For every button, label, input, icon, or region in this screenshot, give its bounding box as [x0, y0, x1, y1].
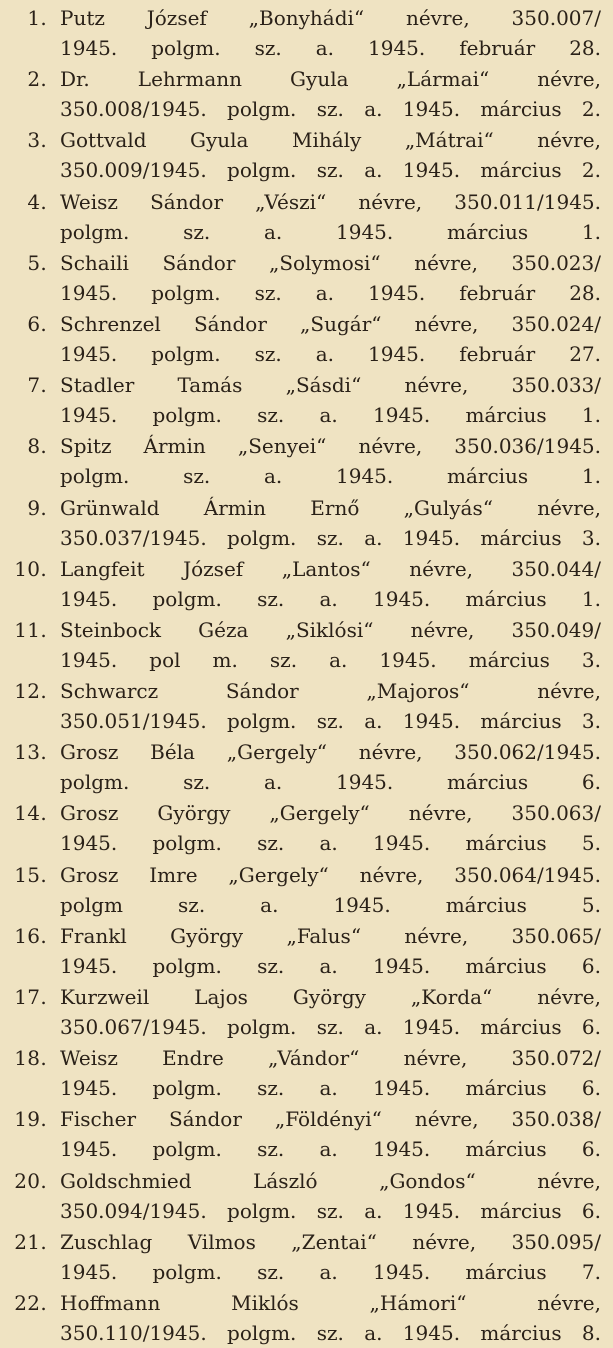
- name-change-list: [0, 2, 613, 1348]
- entry-line-1: Schwarcz Sándor „Majoros“ névre,: [60, 679, 601, 704]
- entry-number: 16.: [14, 923, 47, 948]
- entry-number: 19.: [14, 1107, 47, 1132]
- entry-line-1: Grosz Béla „Gergely“ névre, 350.062/1945.: [60, 740, 601, 765]
- list-item: [0, 247, 613, 308]
- entry-line-2: polgm. sz. a. 1945. március 1.: [60, 219, 601, 244]
- entry-line-2: polgm. sz. a. 1945. március 6.: [60, 770, 601, 795]
- entry-number: 10.: [14, 556, 47, 581]
- entry-line-1: Weisz Endre „Vándor“ névre, 350.072/: [60, 1046, 601, 1071]
- list-item: [0, 308, 613, 369]
- entry-number: 21.: [14, 1229, 47, 1254]
- list-item: [0, 1042, 613, 1103]
- entry-line-2: 1945. polgm. sz. a. 1945. március 6.: [60, 953, 601, 978]
- entry-line-2: 350.037/1945. polgm. sz. a. 1945. március 3.: [60, 525, 601, 550]
- entry-number: 14.: [14, 801, 47, 826]
- entry-line-1: Grosz György „Gergely“ névre, 350.063/: [60, 801, 601, 826]
- entry-line-1: Hoffmann Miklós „Hámori“ névre,: [60, 1290, 601, 1315]
- entry-line-2: 1945. polgm. sz. a. 1945. március 1.: [60, 403, 601, 428]
- entry-line-1: Dr. Lehrmann Gyula „Lármai“ névre,: [60, 67, 601, 92]
- entry-line-2: 1945. polgm. sz. a. 1945. február 27.: [60, 341, 601, 366]
- entry-line-1: Schaili Sándor „Solymosi“ névre, 350.023/: [60, 250, 601, 275]
- entry-line-1: Langfeit József „Lantos“ névre, 350.044/: [60, 556, 601, 581]
- entry-line-1: Grünwald Ármin Ernő „Gulyás“ névre,: [60, 495, 601, 520]
- entry-line-2: 1945. polgm. sz. a. 1945. február 28.: [60, 280, 601, 305]
- entry-line-1: Fischer Sándor „Földényi“ névre, 350.038/: [60, 1107, 601, 1132]
- entry-line-2: 350.009/1945. polgm. sz. a. 1945. március 2.: [60, 158, 601, 183]
- list-item: [0, 63, 613, 124]
- entry-number: 7.: [27, 373, 47, 398]
- entry-number: 8.: [27, 434, 47, 459]
- entry-line-2: 1945. polgm. sz. a. 1945. március 6.: [60, 1137, 601, 1162]
- list-item: [0, 920, 613, 981]
- entry-number: 18.: [14, 1046, 47, 1071]
- entry-number: 9.: [27, 495, 47, 520]
- entry-number: 2.: [27, 67, 47, 92]
- entry-line-1: Goldschmied László „Gondos“ névre,: [60, 1168, 601, 1193]
- entry-line-1: Grosz Imre „Gergely“ névre, 350.064/1945.: [60, 862, 601, 887]
- list-item: [0, 981, 613, 1042]
- entry-line-2: 1945. polgm. sz. a. 1945. március 6.: [60, 1076, 601, 1101]
- entry-line-1: Weisz Sándor „Vészi“ névre, 350.011/1945.: [60, 189, 601, 214]
- entry-line-1: Putz József „Bonyhádi“ névre, 350.007/: [60, 6, 601, 30]
- entry-line-2: 1945. pol m. sz. a. 1945. március 3.: [60, 647, 601, 672]
- list-item: [0, 2, 613, 63]
- entry-line-2: 350.094/1945. polgm. sz. a. 1945. március 6.: [60, 1198, 601, 1223]
- list-item: [0, 369, 613, 430]
- list-item: [0, 1287, 613, 1348]
- list-item: [0, 430, 613, 491]
- entry-line-2: 350.008/1945. polgm. sz. a. 1945. március 2.: [60, 97, 601, 122]
- list-item: [0, 186, 613, 247]
- entry-line-2: 350.067/1945. polgm. sz. a. 1945. március 6.: [60, 1015, 601, 1039]
- list-item: [0, 1103, 613, 1164]
- entry-number: 11.: [14, 617, 47, 642]
- entry-line-2: polgm. sz. a. 1945. március 1.: [60, 464, 601, 489]
- entry-line-2: 350.110/1945. polgm. sz. a. 1945. március 8.: [60, 1320, 601, 1345]
- list-item: [0, 797, 613, 858]
- entry-number: 20.: [14, 1168, 47, 1193]
- entry-line-2: 1945. polgm. sz. a. 1945. március 7.: [60, 1259, 601, 1284]
- list-item: [0, 614, 613, 675]
- list-item: [0, 736, 613, 797]
- list-item: [0, 1226, 613, 1287]
- entry-line-2: 350.051/1945. polgm. sz. a. 1945. március 3.: [60, 709, 601, 734]
- entry-number: 15.: [14, 862, 47, 887]
- entry-line-1: Kurzweil Lajos György „Korda“ névre,: [60, 985, 601, 1009]
- entry-number: 22.: [14, 1290, 47, 1315]
- list-item: [0, 553, 613, 614]
- entry-line-2: 1945. polgm. sz. a. 1945. március 5.: [60, 831, 601, 856]
- list-item: [0, 859, 613, 920]
- entry-number: 13.: [14, 740, 47, 765]
- entry-number: 6.: [27, 311, 47, 336]
- entry-line-1: Spitz Ármin „Senyei“ névre, 350.036/1945.: [60, 434, 601, 459]
- entry-number: 17.: [14, 985, 47, 1009]
- entry-line-2: polgm sz. a. 1945. március 5.: [60, 892, 601, 917]
- list-item: [0, 675, 613, 736]
- entry-number: 5.: [27, 250, 47, 275]
- list-item: [0, 124, 613, 185]
- entry-line-1: Steinbock Géza „Siklósi“ névre, 350.049/: [60, 617, 601, 642]
- entry-line-1: Frankl György „Falus“ névre, 350.065/: [60, 923, 601, 948]
- entry-line-2: 1945. polgm. sz. a. 1945. március 1.: [60, 586, 601, 611]
- entry-line-1: Gottvald Gyula Mihály „Mátrai“ névre,: [60, 128, 601, 153]
- entry-line-2: 1945. polgm. sz. a. 1945. február 28.: [60, 36, 601, 60]
- entry-number: 12.: [14, 679, 47, 704]
- list-item: [0, 492, 613, 553]
- entry-line-1: Stadler Tamás „Sásdi“ névre, 350.033/: [60, 373, 601, 398]
- entry-line-1: Schrenzel Sándor „Sugár“ névre, 350.024/: [60, 311, 601, 336]
- entry-number: 4.: [27, 189, 47, 214]
- entry-number: 1.: [27, 6, 47, 30]
- entry-line-1: Zuschlag Vilmos „Zentai“ névre, 350.095/: [60, 1229, 601, 1254]
- list-item: [0, 1165, 613, 1226]
- entry-number: 3.: [27, 128, 47, 153]
